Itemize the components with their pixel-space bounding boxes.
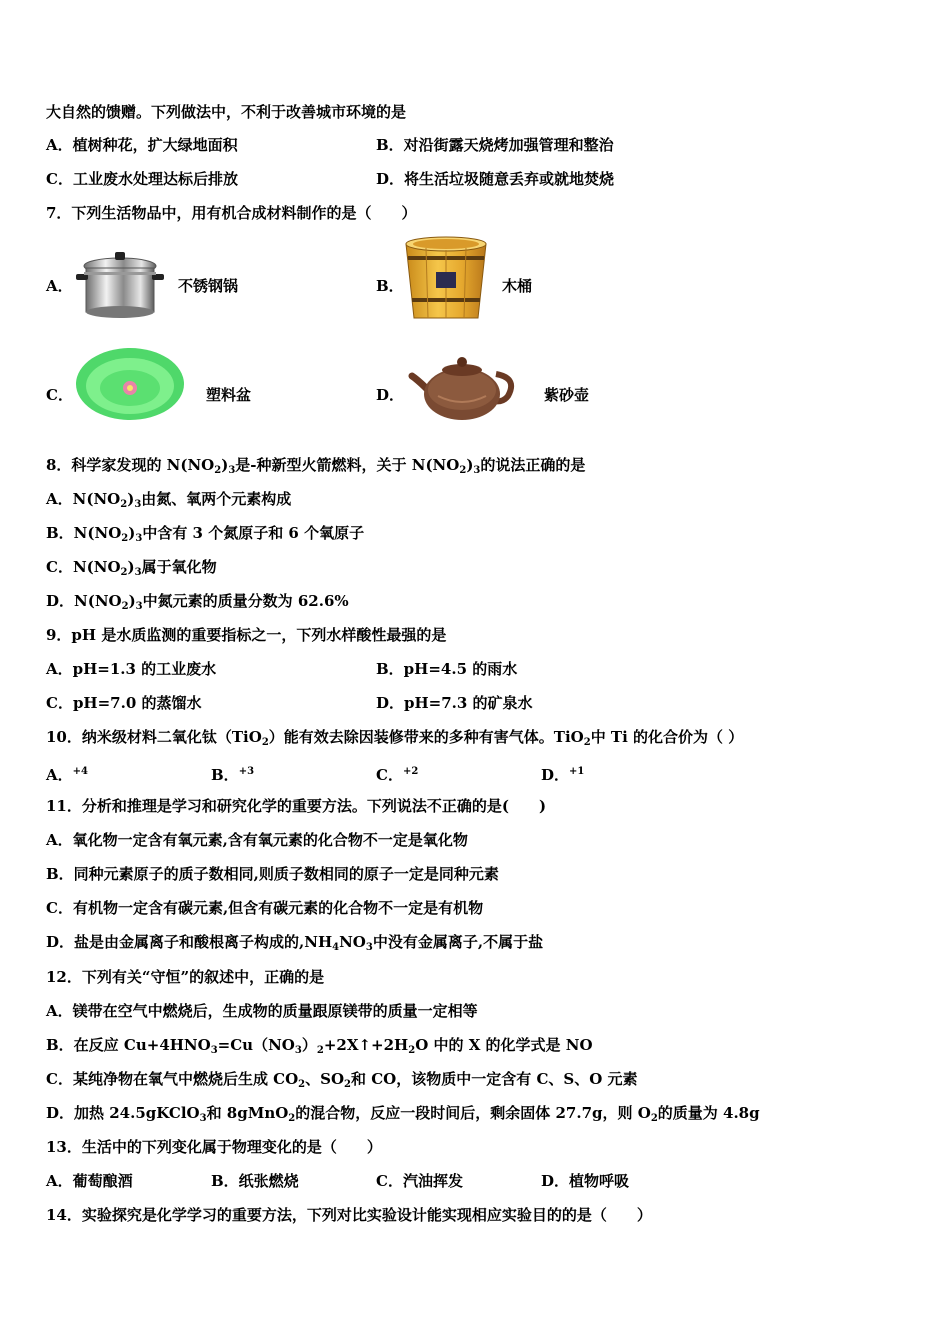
q10-stem: 10．纳米级材料二氧化钛（TiO$_2$）能有效去除因装修带来的多种有害气体。TiO$_2$中 Ti 的化合价为（ ）	[46, 728, 744, 748]
q8-option-c[interactable]: C．$N(NO_2)_3$属于氧化物	[46, 558, 217, 578]
q11-option-b[interactable]: B．同种元素原子的质子数相同,则质子数相同的原子一定是同种元素	[46, 865, 499, 883]
q12-option-a[interactable]: A．镁带在空气中燃烧后，生成物的质量跟原镁带的质量一定相等	[46, 1002, 478, 1020]
q8-option-b[interactable]: B．$N(NO_2)_3$中含有 3 个氮原子和 6 个氧原子	[46, 524, 365, 544]
q10-option-d[interactable]: D．$^{+1}$	[541, 766, 585, 784]
q9-option-d[interactable]: D．pH=7.3 的矿泉水	[376, 694, 533, 712]
q7-option-a-letter[interactable]: A．	[46, 277, 73, 295]
q10-option-a[interactable]: A．$^{+4}$	[46, 766, 88, 784]
steel-pot-icon	[74, 244, 166, 324]
q8-option-a[interactable]: A．$N(NO_2)_3$由氮、氧两个元素构成	[46, 490, 292, 510]
wooden-bucket-icon	[400, 234, 492, 324]
q7-option-c-label: 塑料盆	[206, 386, 252, 404]
q11-option-a[interactable]: A．氧化物一定含有氧元素,含有氧元素的化合物不一定是氧化物	[46, 831, 468, 849]
q7-option-a-label: 不锈钢锅	[178, 277, 239, 295]
q11-option-c[interactable]: C．有机物一定含有碳元素,但含有碳元素的化合物不一定是有机物	[46, 899, 484, 917]
q10-option-b[interactable]: B．$^{+3}$	[211, 766, 255, 784]
q7-stem: 7．下列生活物品中，用有机合成材料制作的是（ ）	[46, 204, 417, 222]
q7-option-c-letter[interactable]: C．	[46, 386, 73, 404]
q9-stem: 9．pH 是水质监测的重要指标之一，下列水样酸性最强的是	[46, 626, 447, 644]
q6-tail: 大自然的馈赠。下列做法中，不利于改善城市环境的是	[46, 103, 407, 121]
q10-option-c[interactable]: C．$^{+2}$	[376, 766, 419, 784]
q6-option-c[interactable]: C．工业废水处理达标后排放	[46, 170, 238, 188]
q8-stem: 8．科学家发现的 $N(NO_2)_3$是-种新型火箭燃料，关于 $N(NO_2)_3$的说法正确的是	[46, 456, 586, 476]
q12-option-d[interactable]: D．加热 24.5gKClO$_3$和 8gMnO$_2$的混合物，反应一段时间后，剩余固体 27.7g，则 $O_2$的质量为 4.8g	[46, 1104, 760, 1124]
q11-stem: 11．分析和推理是学习和研究化学的重要方法。下列说法不正确的是( )	[46, 797, 547, 815]
q12-option-b[interactable]: B．在反应 $Cu+4HNO_3=Cu(NO_3)_2+2X↑+2H_2O$ 中的 X 的化学式是 NO	[46, 1036, 593, 1056]
q9-option-c[interactable]: C．pH=7.0 的蒸馏水	[46, 694, 202, 712]
q8-option-d[interactable]: D．$N(NO_2)_3$中氮元素的质量分数为 62.6%	[46, 592, 349, 612]
q13-stem: 13．生活中的下列变化属于物理变化的是（ ）	[46, 1138, 382, 1156]
q14-stem: 14．实验探究是化学学习的重要方法，下列对比实验设计能实现相应实验目的的是（ ）	[46, 1206, 652, 1224]
clay-teapot-icon	[404, 350, 522, 422]
q7-option-b-letter[interactable]: B．	[376, 277, 404, 295]
q7-option-b-label: 木桶	[502, 277, 533, 295]
q7-option-d-letter[interactable]: D．	[376, 386, 405, 404]
q9-option-b[interactable]: B．pH=4.5 的雨水	[376, 660, 518, 678]
q13-option-c[interactable]: C．汽油挥发	[376, 1172, 463, 1190]
q13-option-a[interactable]: A．葡萄酿酒	[46, 1172, 133, 1190]
q12-option-c[interactable]: C．某纯净物在氧气中燃烧后生成 $CO_2$、$SO_2$和 CO，该物质中一定含有 C、S、O 元素	[46, 1070, 638, 1090]
q6-option-b[interactable]: B．对沿街露天烧烤加强管理和整治	[376, 136, 614, 154]
q13-option-d[interactable]: D．植物呼吸	[541, 1172, 630, 1190]
plastic-basin-icon	[74, 346, 186, 422]
q7-option-d-label: 紫砂壶	[544, 386, 590, 404]
q12-stem: 12．下列有关“守恒”的叙述中，正确的是	[46, 968, 325, 986]
q6-option-a[interactable]: A．植树种花，扩大绿地面积	[46, 136, 238, 154]
q9-option-a[interactable]: A．pH=1.3 的工业废水	[46, 660, 217, 678]
q11-option-d[interactable]: D．盐是由金属离子和酸根离子构成的$,NH_4NO_3$中没有金属离子,不属于盐	[46, 933, 544, 953]
q6-option-d[interactable]: D．将生活垃圾随意丢弃或就地焚烧	[376, 170, 615, 188]
q13-option-b[interactable]: B．纸张燃烧	[211, 1172, 299, 1190]
